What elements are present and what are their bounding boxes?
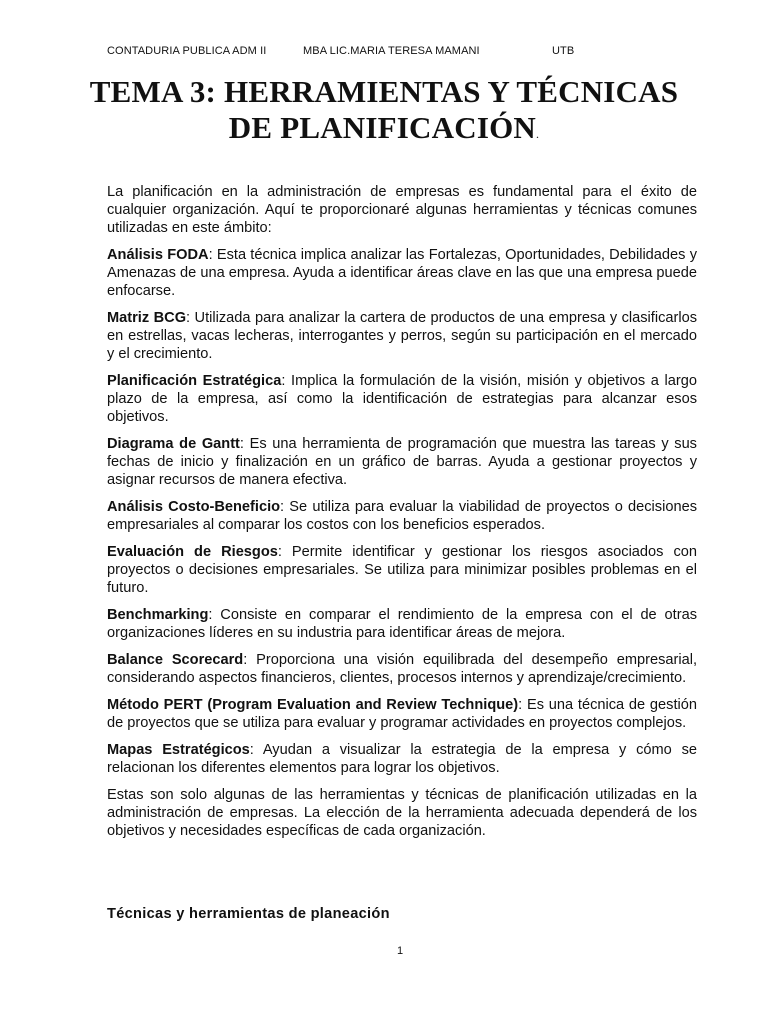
item-paragraph bbox=[107, 543, 697, 597]
title-trailing-period: . bbox=[536, 127, 540, 141]
item-description: : Se utiliza para evaluar la viabilidad de proyectos o decisiones empresariales al comparar los costos con los beneficios esperados. bbox=[107, 499, 697, 533]
item-term: Planificación Estratégica bbox=[107, 373, 282, 389]
item-term: Análisis Costo-Beneficio bbox=[107, 499, 281, 515]
item-paragraph bbox=[107, 372, 697, 426]
item-description: : Implica la formulación de la visión, misión y objetivos a largo plazo de la empresa, así como la identificación de estrategias para alcanzar esos objetivos. bbox=[107, 373, 697, 425]
document-title bbox=[60, 74, 708, 152]
item-description: : Permite identificar y gestionar los riesgos asociados con proyectos o decisiones empresariales. Se utiliza para minimizar posibles problemas en el futuro. bbox=[107, 544, 697, 596]
item-description: : Es una herramienta de programación que muestra las tareas y sus fechas de inicio y finalización en un gráfico de barras. Ayuda a gestionar proyectos y asignar recursos de manera efectiva. bbox=[107, 436, 697, 488]
item-description: : Proporciona una visión equilibrada del desempeño empresarial, considerando aspectos financieros, clientes, procesos internos y aprendizaje/crecimiento. bbox=[107, 652, 697, 686]
item-paragraph bbox=[107, 498, 697, 534]
title-line-1: TEMA 3: HERRAMIENTAS Y TÉCNICAS bbox=[89, 74, 679, 109]
page-header bbox=[107, 45, 667, 61]
header-course: CONTADURIA PUBLICA ADM II bbox=[107, 45, 267, 57]
header-institution: UTB bbox=[552, 45, 575, 57]
item-term: Mapas Estratégicos bbox=[107, 742, 250, 758]
item-term: Evaluación de Riesgos bbox=[107, 544, 278, 560]
item-paragraph bbox=[107, 606, 697, 642]
item-paragraph bbox=[107, 309, 697, 363]
item-description: : Ayudan a visualizar la estrategia de la empresa y cómo se relacionan los diferentes elementos para lograr los objetivos. bbox=[107, 742, 697, 776]
item-term: Benchmarking bbox=[107, 607, 209, 623]
document-body bbox=[107, 183, 697, 849]
closing-paragraph: Estas son solo algunas de las herramientas y técnicas de planificación utilizadas en la administración de empresas. La elección de la herramienta adecuada dependerá de los objetivos y necesidades específicas de cada organización. bbox=[107, 787, 697, 839]
section-subheading: Técnicas y herramientas de planeación bbox=[107, 906, 390, 922]
title-line-2 bbox=[60, 110, 708, 152]
header-author: MBA LIC.MARIA TERESA MAMANI bbox=[303, 45, 480, 57]
intro-paragraph: La planificación en la administración de empresas es fundamental para el éxito de cualquier organización. Aquí te proporcionaré algunas herramientas y técnicas comunes utilizadas en este ámbito: bbox=[107, 184, 697, 236]
title-line-2-text: DE PLANIFICACIÓN bbox=[228, 110, 536, 145]
item-paragraph bbox=[107, 696, 697, 732]
item-term: Matriz BCG bbox=[107, 310, 187, 326]
item-term: Diagrama de Gantt bbox=[107, 436, 240, 452]
item-description: : Consiste en comparar el rendimiento de la empresa con el de otras organizaciones líderes en su industria para identificar áreas de mejora. bbox=[107, 607, 697, 641]
item-paragraph bbox=[107, 651, 697, 687]
item-paragraph bbox=[107, 741, 697, 777]
item-term: Balance Scorecard bbox=[107, 652, 244, 668]
item-term: Análisis FODA bbox=[107, 247, 209, 263]
item-paragraph bbox=[107, 435, 697, 489]
item-description: : Esta técnica implica analizar las Fortalezas, Oportunidades, Debilidades y Amenazas de una empresa. Ayuda a identificar áreas clave en las que una empresa puede enfocarse. bbox=[107, 247, 697, 299]
item-description: : Es una técnica de gestión de proyectos que se utiliza para evaluar y programar actividades en proyectos complejos. bbox=[107, 697, 697, 731]
item-term: Método PERT (Program Evaluation and Review Technique) bbox=[107, 697, 519, 713]
item-paragraph bbox=[107, 246, 697, 300]
item-description: : Utilizada para analizar la cartera de productos de una empresa y clasificarlos en estrellas, vacas lecheras, interrogantes y perros, según su participación en el mercado y el crecimiento. bbox=[107, 310, 697, 362]
page-number: 1 bbox=[396, 945, 404, 957]
